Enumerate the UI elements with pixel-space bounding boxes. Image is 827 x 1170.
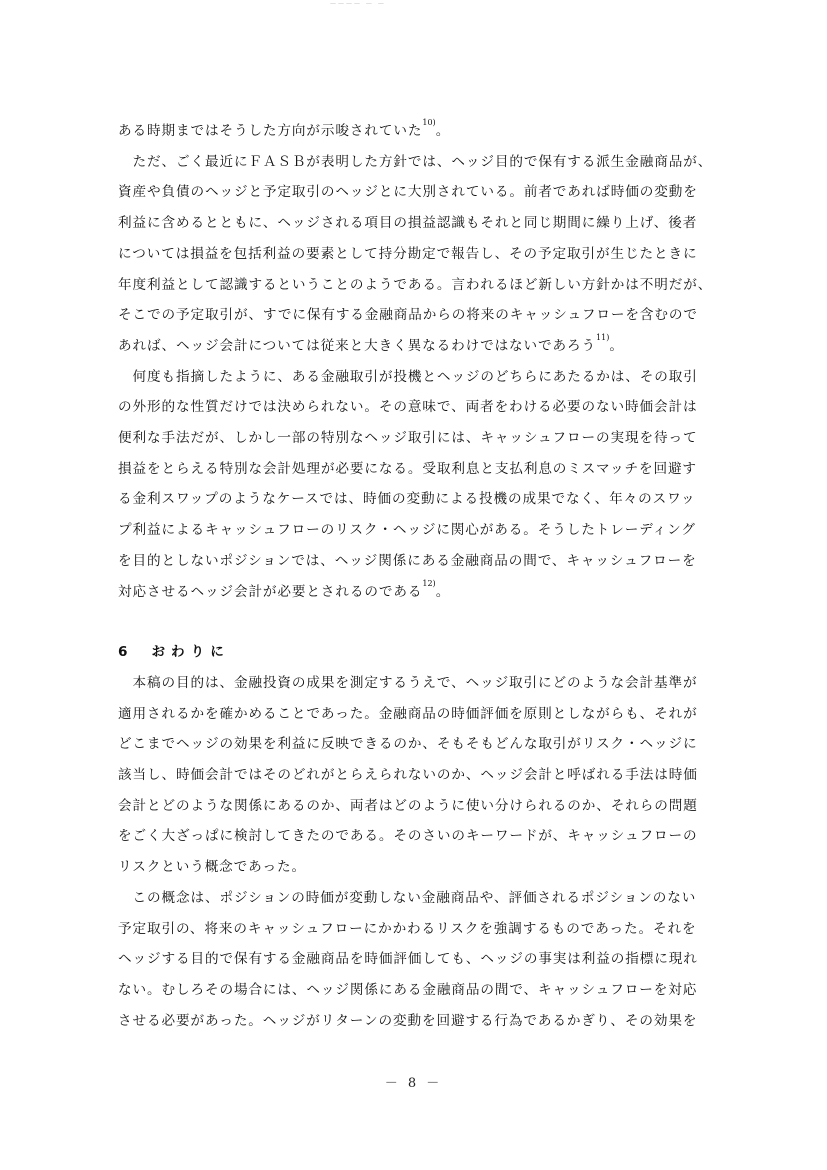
- text-line: [118, 914, 758, 945]
- line-text: リスクという概念であった。: [118, 859, 307, 876]
- text-line: [118, 270, 758, 301]
- paragraphs-after-section: [118, 668, 758, 1036]
- line-text: この概念は、ポジションの時価が変動しない金融商品や、評価されるポジションのない: [118, 889, 697, 906]
- text-line: [118, 546, 758, 577]
- line-text: 対応させるヘッジ会計が必要とされるのである: [118, 583, 423, 600]
- line-text: どこまでヘッジの効果を利益に反映できるのか、そもそもどんな取引がリスク・ヘッジに: [118, 736, 698, 753]
- line-text: ただ、ごく最近にＦＡＳＢが表明した方針では、ヘッジ目的で保有する派生金融商品が、: [118, 153, 713, 170]
- text-line: [118, 423, 758, 454]
- line-text: そこでの予定取引が、すでに保有する金融商品からの将来のキャッシュフローを含むので: [118, 307, 698, 324]
- line-text: ある時期まではそうした方向が示唆されていた: [118, 123, 423, 139]
- text-line: [118, 454, 758, 485]
- text-line: [118, 577, 758, 608]
- page-header-mark: ———— — —: [330, 0, 386, 4]
- paragraph: [118, 362, 758, 608]
- text-line: [118, 116, 758, 147]
- section-title: おわりに: [151, 644, 230, 661]
- document-body: [118, 116, 758, 1036]
- line-text: 便利な手法だが、しかし一部の特別なヘッジ取引には、キャッシュフローの実現を待って: [118, 430, 698, 447]
- line-text: ヘッジする目的で保有する金融商品を時価評価しても、ヘッジの事実は利益の指標に現れ: [118, 951, 698, 968]
- paragraph: [118, 668, 758, 883]
- text-line: [118, 729, 758, 760]
- text-line: [118, 515, 758, 546]
- line-text: 本稿の目的は、金融投資の成果を測定するうえで、ヘッジ取引にどのような会計基準が: [118, 674, 698, 691]
- line-text: 資産や負債のヘッジと予定取引のヘッジとに大別されている。前者であれば時価の変動を: [118, 184, 698, 201]
- paragraph: [118, 883, 758, 1037]
- section-gap: [118, 607, 758, 637]
- line-text: あれば、ヘッジ会計については従来と大きく異なるわけではないであろう: [118, 337, 597, 354]
- text-line: [118, 208, 758, 239]
- footnote-marker: 12): [422, 578, 436, 588]
- text-line: [118, 484, 758, 515]
- line-text: ない。むしろその場合には、ヘッジ関係にある金融商品の間で、キャッシュフローを対応: [118, 981, 698, 998]
- line-text: 適用されるかを確かめることであった。金融商品の時価評価を原則としながらも、それが: [118, 705, 698, 722]
- text-line: [118, 300, 758, 331]
- line-text: をごく大ざっぱに検討してきたのである。そのさいのキーワードが、キャッシュフローの: [118, 828, 698, 845]
- line-text: 会計とどのような関係にあるのか、両者はどのように使い分けられるのか、それらの問題: [118, 797, 698, 814]
- paragraph: [118, 116, 758, 147]
- text-line: [118, 1006, 758, 1037]
- text-line: [118, 392, 758, 423]
- text-line: [118, 331, 758, 362]
- line-end-punctuation: 。: [435, 123, 451, 139]
- line-end-punctuation: 。: [609, 337, 624, 354]
- line-text: 該当し、時価会計ではそのどれがとらえられないのか、ヘッジ会計と呼ばれる手法は時価: [118, 767, 698, 784]
- line-text: 予定取引の、将来のキャッシュフローにかかわるリスクを強調するものであった。それを: [118, 920, 697, 937]
- line-text: の外形的な性質だけでは決められない。その意味で、両者をわける必要のない時価会計は: [118, 399, 698, 416]
- line-text: る金利スワップのようなケースでは、時価の変動による投機の成果でなく、年々のスワッ: [118, 491, 696, 508]
- line-text: については損益を包括利益の要素として持分勘定で報告し、その予定取引が生じたときに: [118, 245, 698, 262]
- text-line: [118, 975, 758, 1006]
- text-line: [118, 362, 758, 393]
- line-text: 利益に含めるとともに、ヘッジされる項目の損益認識もそれと同じ期間に繰り上げ、後者: [118, 215, 698, 232]
- text-line: [118, 821, 758, 852]
- line-end-punctuation: 。: [435, 583, 451, 600]
- text-line: [118, 699, 758, 730]
- section-heading: [118, 637, 758, 668]
- section-number: 6: [118, 644, 134, 661]
- paragraphs-before-section: [118, 116, 758, 607]
- text-line: [118, 883, 758, 914]
- line-text: プ利益によるキャッシュフローのリスク・ヘッジに関心がある。そうしたトレーディング: [118, 522, 696, 539]
- text-line: [118, 791, 758, 822]
- line-text: 何度も指摘したように、ある金融取引が投機とヘッジのどちらにあたるかは、その取引: [118, 368, 698, 385]
- line-text: させる必要があった。ヘッジがリターンの変動を回避する行為であるかぎり、その効果を: [118, 1012, 698, 1029]
- text-line: [118, 944, 758, 975]
- footnote-marker: 10): [422, 118, 436, 127]
- line-text: 年度利益として認識するということのようである。言われるほど新しい方針かは不明だが、: [118, 276, 713, 293]
- line-text: を目的としないポジションでは、ヘッジ関係にある金融商品の間で、キャッシュフローを: [118, 552, 697, 569]
- text-line: [118, 760, 758, 791]
- footnote-marker: 11): [596, 332, 610, 342]
- text-line: [118, 147, 758, 178]
- text-line: [118, 177, 758, 208]
- page-number: － 8 －: [384, 1076, 443, 1091]
- line-text: 損益をとらえる特別な会計処理が必要になる。受取利息と支払利息のミスマッチを回避す: [118, 460, 697, 477]
- text-line: [118, 852, 758, 883]
- text-line: [118, 239, 758, 270]
- paragraph: [118, 147, 758, 362]
- text-line: [118, 668, 758, 699]
